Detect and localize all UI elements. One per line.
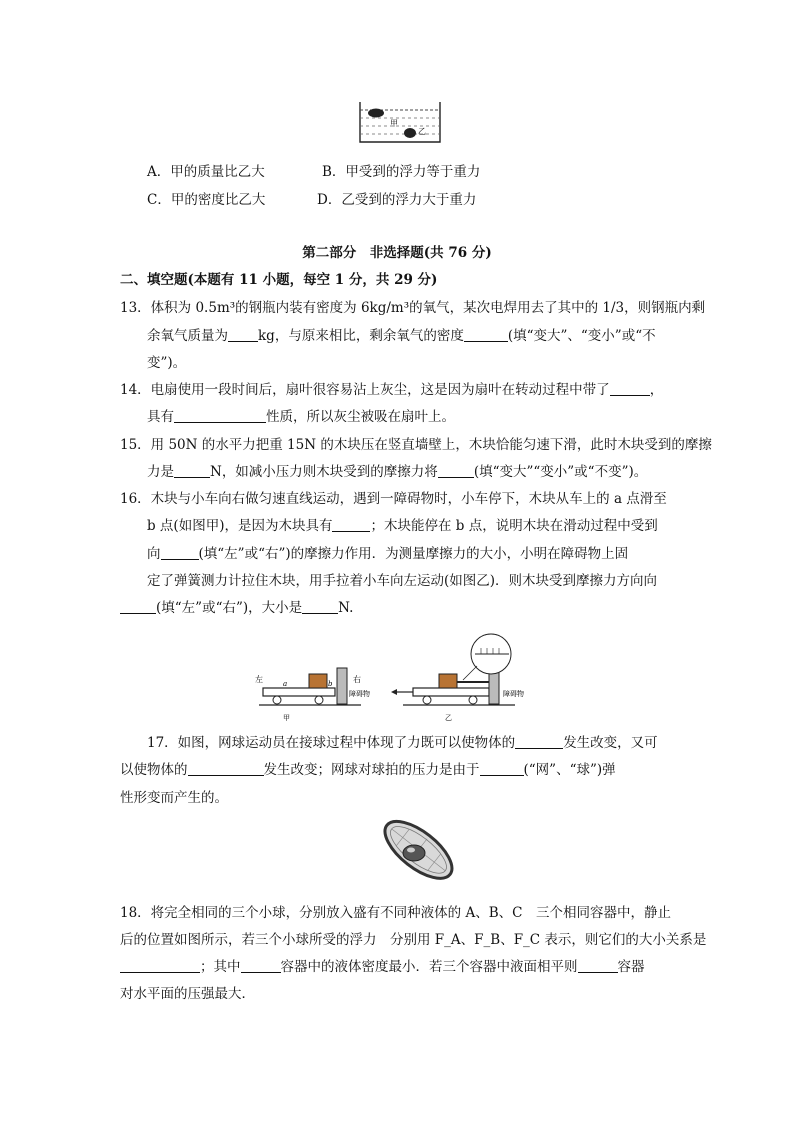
- q18-text-a: ；其中: [200, 959, 241, 975]
- q16-text-a: b 点(如图甲)，是因为木块具有: [147, 518, 333, 534]
- label-yi: 乙: [418, 127, 426, 136]
- q16-text-e: (填“左”或“右”)，大小是: [156, 600, 303, 616]
- q13-text-a: 余氧气质量为: [147, 328, 228, 344]
- q15-text-a: 力是: [147, 464, 174, 480]
- q18-line4: 对水平面的压强最大．: [120, 986, 255, 1002]
- beaker-figure: [352, 100, 448, 146]
- ball-highlight: [407, 848, 415, 853]
- object-jia: [368, 109, 384, 118]
- q14-line2: [147, 407, 455, 427]
- label-a: a: [283, 680, 288, 688]
- q16-text-b: ；木块能停在 b 点，说明木块在滑动过程中受到: [370, 518, 658, 534]
- q16-line1: 16．木块与小车向右做匀速直线运动，遇到一障碍物时，小车停下，木块从车上的 a 点滑至: [120, 491, 667, 507]
- q16-line2: [147, 516, 658, 536]
- q18-line3: [120, 957, 645, 977]
- q16-text-f: N.: [338, 600, 354, 616]
- cart-figure: [253, 632, 543, 724]
- q18-text-c: 容器: [617, 959, 645, 975]
- q17-blank-3[interactable]: [480, 761, 524, 776]
- q18-blank-1[interactable]: [120, 958, 200, 973]
- q16-blank-2[interactable]: [161, 545, 199, 560]
- q14-text-a: 14．电扇使用一段时间后，扇叶很容易沾上灰尘，这是因为扇叶在转动过程中带了: [120, 382, 610, 398]
- label-right: 右: [353, 675, 361, 684]
- q14-text-d: 性质，所以灰尘被吸在扇叶上。: [266, 409, 455, 425]
- q15-text-b: N，如减小压力则木块受到的摩擦力将: [210, 464, 438, 480]
- cart-body-jia: [263, 688, 335, 696]
- q15-text-c: (填“变大”“变小”或“不变”)。: [473, 464, 648, 480]
- beaker-outline: [360, 102, 440, 142]
- cart-wheel-yi-1: [423, 696, 431, 704]
- q17-blank-1[interactable]: [515, 734, 563, 749]
- q13-line3: 变”)。: [147, 355, 187, 371]
- q18-text-b: 容器中的液体密度最小．若三个容器中液面相平则: [280, 959, 578, 975]
- q16-blank-3[interactable]: [120, 599, 156, 614]
- cart-wheel-jia-2: [315, 696, 323, 704]
- q15-blank-2[interactable]: [438, 463, 474, 478]
- q18-blank-2[interactable]: [241, 958, 281, 973]
- cart-jia: [255, 668, 370, 722]
- zoom-pointer: [463, 666, 477, 680]
- block-jia: [309, 674, 327, 688]
- tennis-figure: [370, 815, 462, 891]
- q14-text-c: 具有: [147, 409, 174, 425]
- q15-line2: [147, 462, 647, 482]
- q16-line5: [120, 598, 353, 618]
- option-a: A．甲的质量比乙大: [147, 164, 265, 180]
- q16-blank-1[interactable]: [332, 517, 370, 532]
- q17-text-a: 17．如图，网球运动员在接球过程中体现了力既可以使物体的: [147, 735, 516, 751]
- q18-blank-3[interactable]: [578, 958, 618, 973]
- q14-blank-1[interactable]: [610, 381, 650, 396]
- q13-text-b: kg，与原来相比，剩余氧气的密度: [258, 328, 464, 344]
- q13-blank-1[interactable]: [228, 327, 258, 342]
- cart-yi: [391, 634, 524, 722]
- q17-line1: [147, 733, 658, 753]
- q17-text-d: 发生改变；网球对球拍的压力是由于: [263, 762, 480, 778]
- caption-yi: 乙: [445, 714, 452, 722]
- q17-line3: 性形变而产生的。: [120, 790, 228, 806]
- q13-blank-2[interactable]: [464, 327, 508, 342]
- option-c: C．甲的密度比乙大: [147, 192, 266, 208]
- q17-text-c: 以使物体的: [120, 762, 188, 778]
- label-jia: 甲: [390, 119, 398, 128]
- part2-title: 第二部分 非选择题(共 76 分): [302, 245, 492, 261]
- caption-jia: 甲: [283, 714, 290, 722]
- block-yi: [439, 674, 457, 688]
- cart-wheel-jia-1: [273, 696, 281, 704]
- q13-line2: [147, 326, 656, 346]
- label-obstacle-2: 障碍物: [503, 690, 524, 698]
- q16-line3: [147, 544, 628, 564]
- q17-text-e: (“网”、“球”)弹: [523, 762, 616, 778]
- object-yi: [404, 128, 416, 138]
- option-d: D．乙受到的浮力大于重力: [317, 192, 477, 208]
- q16-text-d: (填“左”或“右”)的摩擦力作用．为测量摩擦力的大小，小明在障碍物上固: [198, 546, 629, 562]
- q14-line1: [120, 380, 663, 400]
- tennis-ball: [403, 845, 425, 861]
- q14-text-b: ，: [649, 382, 664, 398]
- label-b: b: [328, 680, 333, 688]
- option-b: B．甲受到的浮力等于重力: [322, 164, 481, 180]
- q18-line2: 后的位置如图所示，若三个小球所受的浮力 分别用 F_A、F_B、F_C 表示，则它们的大小关系是: [120, 932, 707, 948]
- label-obstacle-1: 障碍物: [349, 690, 370, 698]
- cart-wheel-yi-2: [469, 696, 477, 704]
- q16-line4: 定了弹簧测力计拉住木块，用手拉着小车向左运动(如图乙)．则木块受到摩擦力方向向: [147, 573, 658, 589]
- cart-body-yi: [413, 688, 489, 696]
- q16-blank-4[interactable]: [302, 599, 338, 614]
- section2-title: 二、填空题(本题有 11 小题，每空 1 分，共 29 分): [120, 272, 438, 288]
- q18-line1: 18．将完全相同的三个小球，分别放入盛有不同种液体的 A、B、C 三个相同容器中，静止: [120, 905, 671, 921]
- obstacle-jia: [337, 668, 347, 704]
- q17-text-b: 发生改变，又可: [563, 735, 658, 751]
- label-left: 左: [255, 675, 263, 684]
- q13-line1: 13．体积为 0.5m³的钢瓶内装有密度为 6kg/m³的氧气，某次电焊用去了其中的 1/3，则钢瓶内剩: [120, 300, 706, 316]
- q14-blank-2[interactable]: [174, 408, 266, 423]
- q13-text-c: (填“变大”、“变小”或“不: [507, 328, 656, 344]
- q16-text-c: 向: [147, 546, 161, 562]
- arrow-head: [391, 689, 397, 695]
- q15-line1: 15．用 50N 的水平力把重 15N 的木块压在竖直墙壁上，木块恰能匀速下滑，此时木块受到的摩擦: [120, 437, 712, 453]
- q17-blank-2[interactable]: [188, 761, 264, 776]
- q17-line2: [120, 760, 616, 780]
- q15-blank-1[interactable]: [174, 463, 210, 478]
